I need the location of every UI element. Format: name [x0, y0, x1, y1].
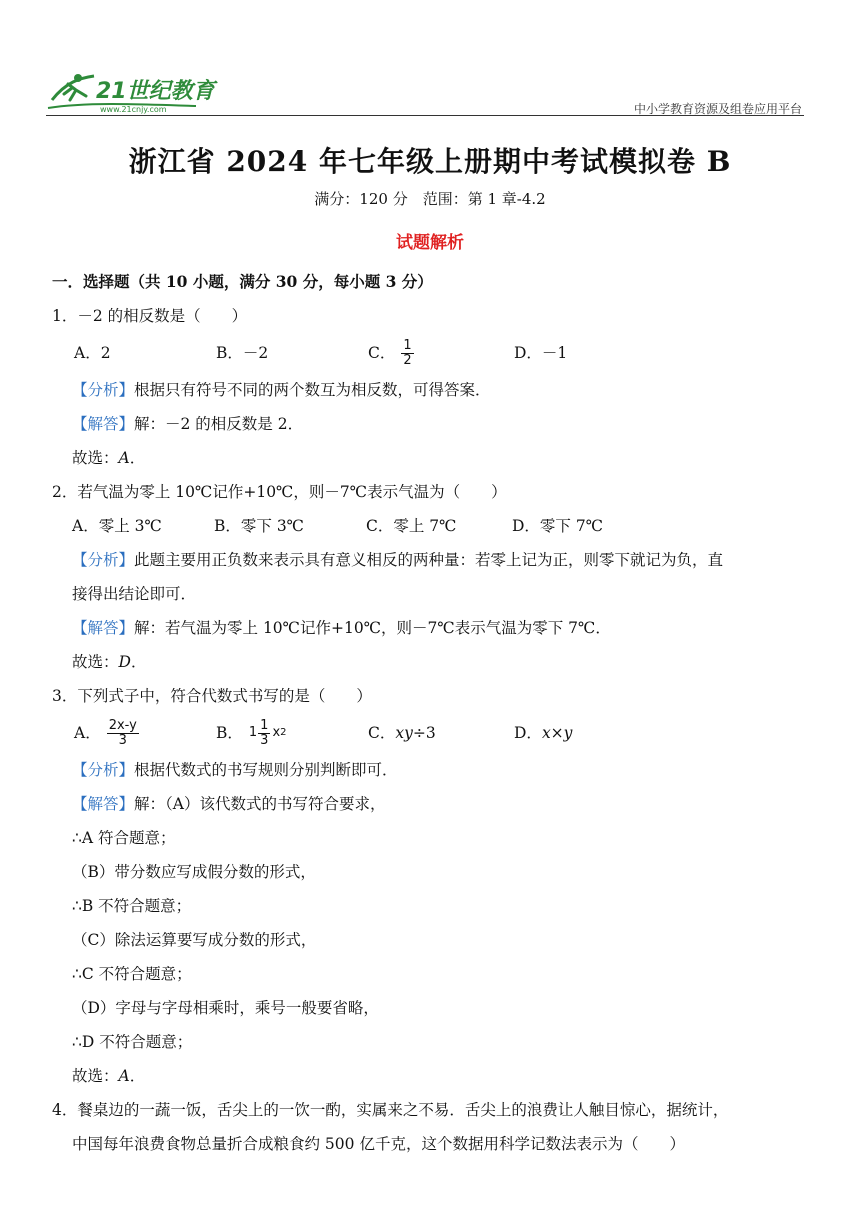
q3-line-2: （B）带分数应写成假分数的形式， — [72, 863, 316, 881]
content — [52, 265, 808, 1161]
q2-answer: 【解答】解：若气温为零上 10℃记作+10℃，则－7℃表示气温为零下 7℃． — [72, 619, 611, 637]
q1-choice-c-label: C． — [368, 344, 396, 362]
q3-line-4: （C）除法运算要写成分数的形式， — [72, 931, 317, 949]
q3-line-6: （D）字母与字母相乘时，乘号一般要省略， — [72, 999, 379, 1017]
logo-url: www.21cnjy.com — [100, 105, 167, 114]
logo-text: 21世纪教育 — [96, 79, 215, 104]
q4-stem-1: 4．餐桌边的一蔬一饭，舌尖上的一饮一酌，实属来之不易．舌尖上的浪费让人触目惊心，据统计， — [52, 1101, 729, 1119]
q3-a-fraction: $\frac{2x-y}{3}$ — [108, 717, 137, 748]
q3-choices — [52, 713, 808, 753]
q3-choice-c: C． xy ÷3 — [368, 724, 436, 742]
header-divider — [46, 115, 804, 116]
platform-label: 中小学教育资源及组卷应用平台 — [633, 102, 802, 116]
q1-choices — [52, 333, 808, 373]
q4-stem-2: 中国每年浪费食物总量折合成粮食约 500 亿千克，这个数据用科学记数法表示为（ ） — [72, 1135, 685, 1153]
q3-pick: 故选：A． — [72, 1067, 146, 1085]
q1-fraction: $\frac{1}{2}$ — [403, 337, 412, 368]
q3-line-1: ∴A 符合题意； — [72, 829, 176, 847]
q2-pick: 故选：D． — [72, 653, 147, 671]
q1-choice-c — [368, 336, 514, 370]
page-subtitle: 满分：120 分 范围：第 1 章-4.2 — [314, 190, 546, 208]
q3-line-7: ∴D 不符合题意； — [72, 1033, 193, 1051]
q2-choices — [52, 509, 808, 543]
q1-answer: 【解答】解：－2 的相反数是 2． — [72, 415, 304, 433]
q1-choice-d: D．－1 — [514, 344, 568, 362]
q3-choice-a: A． $\frac{2x-y}{3}$ — [74, 717, 137, 748]
q3-line-3: ∴B 不符合题意； — [72, 897, 192, 915]
q3-stem: 3．下列式子中，符合代数式书写的是（ ） — [52, 687, 372, 705]
q1-choice-a: A．2 — [74, 344, 111, 362]
q1-choice-b: B．－2 — [216, 344, 269, 362]
q2-analysis-1: 【分析】此题主要用正负数来表示具有意义相反的两种量：若零上记为正，则零下就记为负，直 — [72, 551, 724, 569]
q3-answer: 【解答】解：（A）该代数式的书写符合要求， — [72, 795, 386, 813]
q1-pick: 故选：A． — [72, 449, 146, 467]
q3-analysis: 【分析】根据代数式的书写规则分别判断即可． — [72, 761, 398, 779]
section-title: 一．选择题（共 10 小题，满分 30 分，每小题 3 分） — [52, 272, 433, 291]
q3-b-fraction: $\frac{1}{3}$ — [260, 717, 269, 748]
q2-choice-b: B．零下 3℃ — [214, 517, 305, 535]
q1-analysis: 【分析】根据只有符号不同的两个数互为相反数，可得答案． — [72, 381, 491, 399]
q3-choice-b: B． 1 $\frac{1}{3}$ x 2 — [216, 717, 287, 748]
solution-label: 试题解析 — [396, 233, 464, 253]
page-title: 浙江省 2024 年七年级上册期中考试模拟卷 B — [128, 145, 732, 178]
q2-analysis-2: 接得出结论即可． — [72, 585, 197, 603]
q2-choice-c: C．零上 7℃ — [366, 517, 457, 535]
q2-choice-a: A．零上 3℃ — [72, 517, 162, 535]
q3-line-5: ∴C 不符合题意； — [72, 965, 192, 983]
21cnjy-logo — [46, 68, 226, 114]
q2-stem: 2．若气温为零上 10℃记作+10℃，则－7℃表示气温为（ ） — [52, 483, 507, 501]
q1-stem: 1．－2 的相反数是（ ） — [52, 307, 248, 325]
q3-choice-d: D． x×y — [514, 724, 573, 742]
q2-choice-d: D．零下 7℃ — [512, 517, 604, 535]
